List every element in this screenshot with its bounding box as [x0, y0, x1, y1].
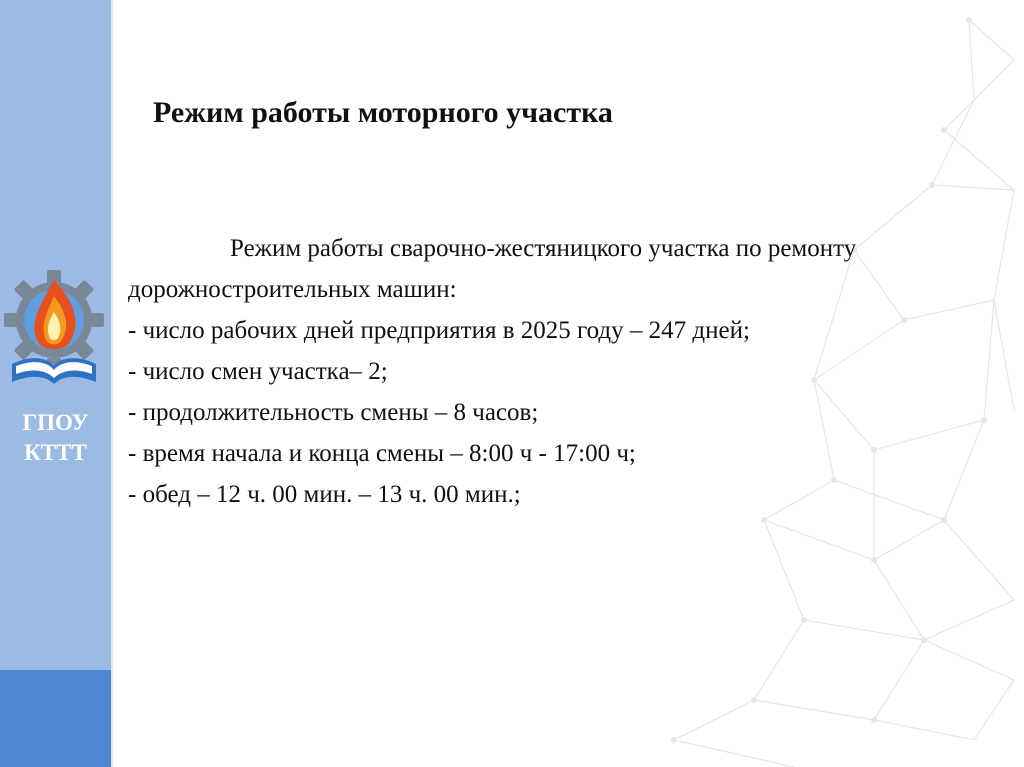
slide-title: Режим работы моторного участка [153, 96, 613, 129]
intro-paragraph: Режим работы сварочно-жестяницкого участка по ремонту дорожностроительных машин: [128, 235, 857, 303]
organization-label: ГПОУ КТТТ [22, 410, 89, 465]
list-item: - время начала и конца смены – 8:00 ч - 17:00 ч; [128, 440, 636, 467]
list-item: - число смен участка– 2; [128, 358, 388, 385]
sidebar-bottom-band [0, 670, 111, 767]
slide-body [128, 228, 1008, 515]
list-item: - продолжительность смены – 8 часов; [128, 399, 539, 426]
gear-flame-logo-icon [4, 266, 104, 394]
sidebar-divider [111, 0, 113, 767]
list-item: - обед – 12 ч. 00 мин. – 13 ч. 00 мин.; [128, 481, 521, 508]
list-item: - число рабочих дней предприятия в 2025 году – 247 дней; [128, 317, 750, 344]
